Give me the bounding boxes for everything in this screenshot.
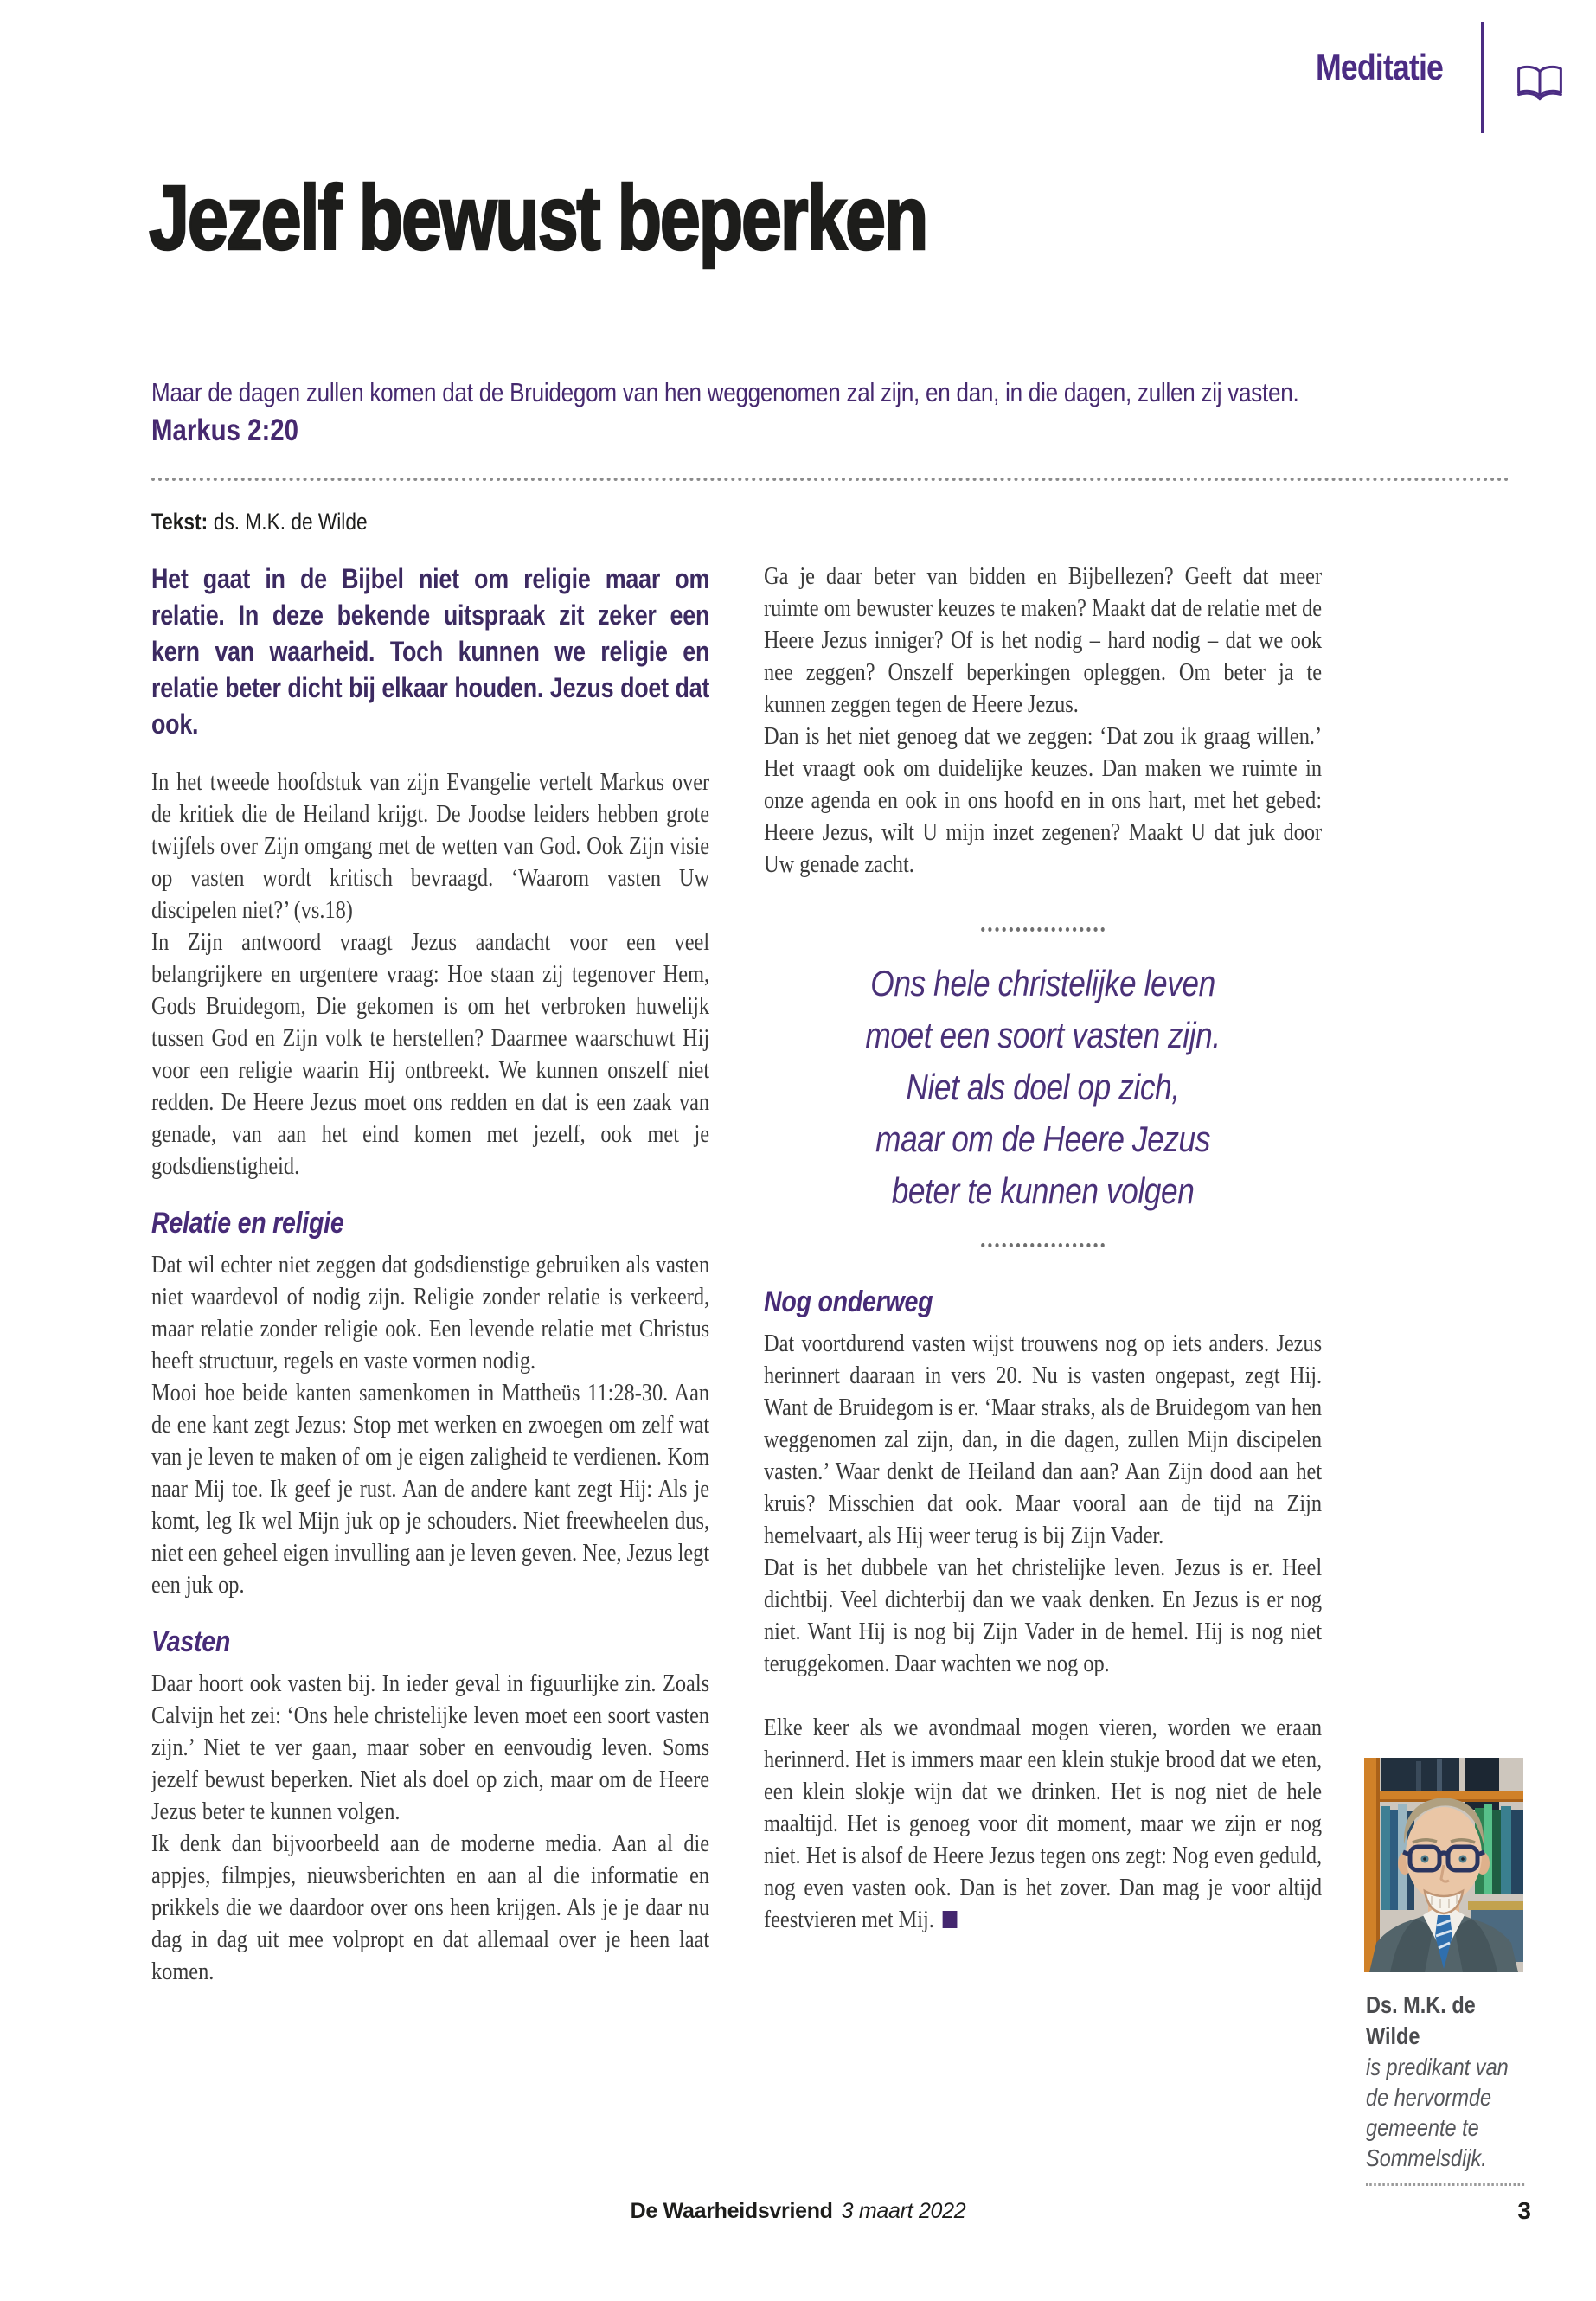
body-paragraph: In het tweede hoofdstuk van zijn Evangelie vertelt Markus over de kritiek die de Heiland krijgt. De Joodse leiders hebben grote twijfels over Zijn omgang met de wetten van God. Ook Zijn visie op vasten wordt kritisch bevraagd. ‘Waarom vasten Uw discipelen niet?’ (vs.18): [151, 768, 710, 924]
author-name: Ds. M.K. de Wilde: [1366, 1991, 1476, 2049]
footer-date: 3 maart 2022: [841, 2199, 966, 2223]
author-role: is predikant van de hervormde gemeente te Sommelsdijk.: [1366, 2054, 1509, 2171]
column-left: [151, 561, 709, 1988]
bible-verse-reference: Markus 2:20: [151, 413, 298, 447]
quote-dotted-divider-top: [981, 927, 1105, 932]
byline: [151, 509, 368, 535]
closing-paragraph-text: Elke keer als we avondmaal mogen vieren, worden we eraan herinnerd. Het is immers maar een klein stukje brood dat we eten, een klein slokje wijn dat we drinken. Het is nog niet de hele maaltijd. Het is genoeg voor dit moment, maar we zijn er nog niet. Het is alsof de Heere Jezus tegen ons zegt: Nog even geduld, nog even vasten ook. Dan is het zover. Dan mag je voor altijd feestvieren met Mij.: [764, 1714, 1323, 1933]
body-paragraph: Dat is het dubbele van het christelijke leven. Jezus is er. Heel dichtbij. Veel dichterbij dan we vaak denken. En Jezus is er nog niet. Want Hij is nog bij Zijn Vader in de hemel. Hij is nog niet teruggekomen. Daar wachten we nog op.: [764, 1554, 1323, 1677]
intro-paragraph: Het gaat in de Bijbel niet om religie maar om relatie. In deze bekende uitspraak zit zeker een kern van waarheid. Toch kunnen we religie en relatie beter dicht bij elkaar houden. Jezus doet dat ook.: [151, 563, 710, 740]
body-paragraph: Daar hoort ook vasten bij. In ieder geval in figuurlijke zin. Zoals Calvijn het zei: ‘Ons hele christelijke leven moet een soort vasten zijn.’ Niet te ver gaan, maar sober en eenvoudig leven. Soms jezelf bewust beperken. Niet als doel op zich, maar om de Heere Jezus beter te kunnen volgen.: [151, 1670, 710, 1825]
open-book-icon: [1514, 61, 1566, 106]
pull-quote-line: Niet als doel op zich,: [906, 1067, 1180, 1107]
column-right: [764, 561, 1322, 1936]
article-title: Jezelf bewust beperken: [149, 167, 927, 269]
body-paragraph: In Zijn antwoord vraagt Jezus aandacht voor een veel belangrijkere en urgentere vraag: Hoe staan zij tegenover Hem, Gods Bruidegom, Die gekomen is om het verbroken huwelijk tussen God en Zijn volk te herstellen? Daarmee waarschuwt Hij voor een religie waarin Hij ontbreekt. We kunnen onszelf niet redden. De Heere Jezus moet ons redden en dat is een zaak van genade, van aan het eind komen met jezelf, ook met je godsdienstigheid.: [151, 928, 710, 1180]
header-divider: [1481, 22, 1484, 133]
footer: [0, 2199, 1596, 2224]
body-paragraph: Dat wil echter niet zeggen dat godsdienstige gebruiken als vasten niet waardevol of nodig zijn. Religie zonder relatie is verkeerd, maar relatie zonder religie ook. Een levende relatie met Christus heeft structuur, regels en vaste vormen nodig.: [151, 1251, 710, 1375]
body-paragraph: Dat voortdurend vasten wijst trouwens nog op iets anders. Jezus herinnert daaraan in vers 20. Nu is vasten ongepast, zegt Hij. Want de Bruidegom is er. ‘Maar straks, als de Bruidegom van hen weggenomen zal zijn, dan, in die dagen, zullen Mijn discipelen vasten.’ Waar denkt de Heiland dan aan? Aan Zijn dood aan het kruis? Misschien dat ook. Maar vooral aan de tijd na Zijn hemelvaart, als Hij weer terug is bij Zijn Vader.: [764, 1330, 1323, 1549]
quote-dotted-divider-bottom: [981, 1243, 1105, 1247]
pull-quote-line: beter te kunnen volgen: [891, 1170, 1195, 1211]
pull-quote-line: moet een soort vasten zijn.: [865, 1015, 1221, 1055]
caption-dotted-divider: [1366, 2183, 1524, 2186]
body-paragraph: Mooi hoe beide kanten samenkomen in Mattheüs 11:28-30. Aan de ene kant zegt Jezus: Stop met werken en zwoegen om zelf wat van je leven te maken of om je eigen zaligheid te verdienen. Kom naar Mij toe. Ik geef je rust. Aan de andere kant zegt Hij: Als je komt, leg Ik wel Mijn juk op je schouders. Niet freewheelen dus, niet een geheel eigen invulling aan je leven geven. Nee, Jezus legt een juk op.: [151, 1379, 710, 1599]
author-photo: [1364, 1758, 1523, 1972]
body-paragraph: Dan is het niet genoeg dat we zeggen: ‘Dat zou ik graag willen.’ Het vraagt ook om duidelijke keuzes. Dan maken we ruimte in onze agenda en ook in ons hoofd en in ons hart, met het gebed: Heere Jezus, wilt U mijn inzet zegenen? Maakt U dat juk door Uw genade zacht.: [764, 722, 1323, 878]
byline-author: ds. M.K. de Wilde: [213, 509, 368, 535]
subheading-nog-onderweg: Nog onderweg: [764, 1285, 933, 1318]
body-paragraph: Ga je daar beter van bidden en Bijbellezen? Geeft dat meer ruimte om bewuster keuzes te maken? Maakt dat de relatie met de Heere Jezus inniger? Of is het nodig – hard nodig – dat we ook nee zeggen? Onszelf beperkingen opleggen. Om beter ja te kunnen zeggen tegen de Heere Jezus.: [764, 562, 1323, 718]
body-paragraph: Ik denk dan bijvoorbeeld aan de moderne media. Aan al die appjes, filmpjes, nieuwsberichten en aan al die informatie en prikkels die we daardoor over ons heen krijgen. Als je je daar nu dag in dag uit mee volpropt en dat allemaal over je heen laat komen.: [151, 1830, 710, 1985]
footer-magazine-name: De Waarheidsvriend: [630, 2199, 833, 2223]
body-paragraph: [764, 1712, 1322, 1936]
pull-quote-line: maar om de Heere Jezus: [875, 1118, 1210, 1159]
dotted-divider: [151, 478, 1509, 481]
byline-label: Tekst:: [151, 509, 208, 535]
pull-quote-line: Ons hele christelijke leven: [870, 963, 1215, 1003]
subheading-vasten: Vasten: [151, 1625, 231, 1658]
end-of-article-marker: [943, 1911, 958, 1928]
bible-verse: Maar de dagen zullen komen dat de Bruidegom van hen weggenomen zal zijn, en dan, in die dagen, zullen zij vasten.: [151, 377, 1299, 407]
pull-quote: [764, 927, 1322, 1247]
section-label: Meditatie: [1315, 47, 1443, 87]
subheading-relatie-en-religie: Relatie en religie: [151, 1207, 344, 1240]
page-number: 3: [1517, 2197, 1531, 2224]
author-caption: [1366, 1990, 1533, 2186]
